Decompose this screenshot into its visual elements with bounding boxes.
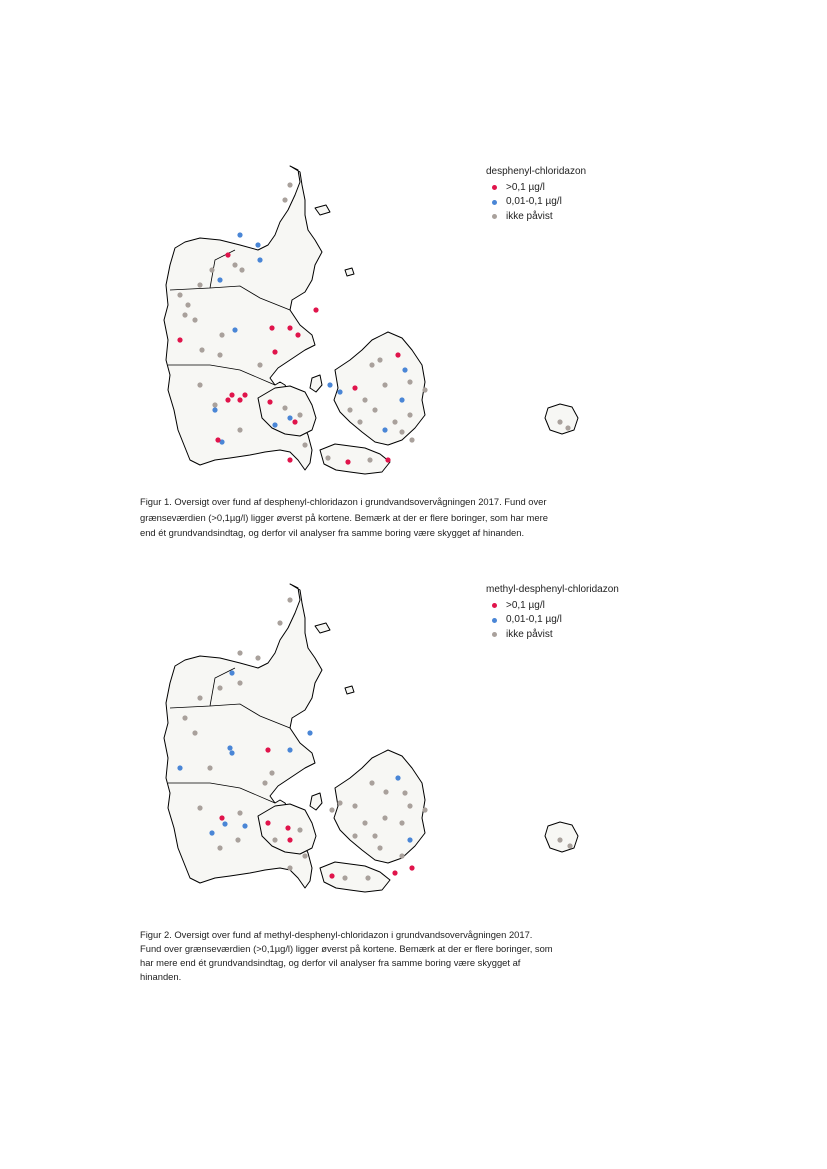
sample-point-none (362, 820, 367, 825)
grey-dot-icon (492, 214, 497, 219)
sample-point-high (229, 392, 234, 397)
caption-line: hinanden. (140, 971, 182, 982)
sample-point-mid (407, 837, 412, 842)
sample-point-none (192, 317, 197, 322)
sample-point-none (282, 197, 287, 202)
sample-point-mid (272, 422, 277, 427)
sample-point-mid (402, 367, 407, 372)
sample-point-mid (242, 823, 247, 828)
legend-item-mid (486, 613, 619, 628)
sample-point-none (407, 803, 412, 808)
sample-point-none (409, 437, 414, 442)
sample-point-none (209, 267, 214, 272)
sample-point-high (215, 437, 220, 442)
blue-dot-icon (492, 200, 497, 205)
figure-2-caption (140, 928, 595, 984)
sample-point-none (239, 267, 244, 272)
zealand (334, 332, 425, 445)
sample-point-none (422, 807, 427, 812)
sample-point-none (297, 827, 302, 832)
sample-point-none (235, 837, 240, 842)
sample-point-none (372, 833, 377, 838)
sample-point-none (407, 379, 412, 384)
sample-point-none (557, 837, 562, 842)
sample-point-mid (382, 427, 387, 432)
legend-label: ikke påvist (506, 628, 553, 640)
sample-point-mid (229, 670, 234, 675)
legend-label: ikke påvist (506, 210, 553, 222)
sample-point-none (257, 362, 262, 367)
sample-point-mid (237, 232, 242, 237)
sample-point-mid (307, 730, 312, 735)
sample-point-high (242, 392, 247, 397)
sample-point-none (325, 455, 330, 460)
sample-point-mid (177, 765, 182, 770)
sample-point-none (337, 800, 342, 805)
sample-point-none (232, 262, 237, 267)
sample-point-none (287, 182, 292, 187)
sample-point-mid (222, 821, 227, 826)
sample-point-none (362, 397, 367, 402)
caption-line: Figur 2. Oversigt over fund af methyl-desphenyl-chloridazon i grundvandsovervågningen 2017. (140, 929, 533, 940)
sample-point-none (282, 405, 287, 410)
sample-point-none (407, 412, 412, 417)
sample-point-none (269, 770, 274, 775)
sample-point-none (212, 402, 217, 407)
sample-point-none (182, 312, 187, 317)
sample-point-mid (327, 382, 332, 387)
sample-point-high (285, 825, 290, 830)
sample-point-high (269, 325, 274, 330)
sample-point-mid (227, 745, 232, 750)
sample-point-mid (287, 747, 292, 752)
sample-point-high (267, 399, 272, 404)
legend-label: >0,1 µg/l (506, 599, 545, 611)
sample-point-high (219, 815, 224, 820)
sample-point-none (352, 833, 357, 838)
sample-point-none (422, 387, 427, 392)
sample-point-none (369, 780, 374, 785)
sample-point-none (237, 427, 242, 432)
sample-point-none (219, 332, 224, 337)
sample-point-none (217, 352, 222, 357)
caption-line: Figur 1. Oversigt over fund af desphenyl-chloridazon i grundvandsovervågningen 2017. Fund over (140, 496, 547, 507)
sample-point-high (287, 457, 292, 462)
sample-point-high (177, 337, 182, 342)
sample-point-mid (287, 415, 292, 420)
red-dot-icon (492, 185, 497, 190)
sample-point-none (217, 845, 222, 850)
sample-point-none (237, 680, 242, 685)
sample-point-mid (212, 407, 217, 412)
sample-point-none (352, 803, 357, 808)
samso (310, 375, 322, 392)
sample-point-none (177, 292, 182, 297)
sample-point-none (182, 715, 187, 720)
sample-point-none (197, 382, 202, 387)
sample-point-none (382, 382, 387, 387)
grey-dot-icon (492, 632, 497, 637)
sample-point-none (185, 302, 190, 307)
sample-point-mid (209, 830, 214, 835)
legend-item-high (486, 599, 619, 614)
laeso (315, 205, 330, 215)
sample-point-high (287, 325, 292, 330)
caption-line: har mere end ét grundvandsindtag, og derfor vil analyser fra samme boring være skygget af (140, 957, 521, 968)
caption-line: grænseværdien (>0,1µg/l) ligger øverst på kortene. Bemærk at der er flere boringer, som har mere (140, 511, 548, 523)
sample-point-none (302, 853, 307, 858)
sample-point-high (313, 307, 318, 312)
sample-point-none (399, 429, 404, 434)
sample-point-mid (395, 775, 400, 780)
sample-point-high (409, 865, 414, 870)
sample-point-high (392, 870, 397, 875)
sample-point-none (207, 765, 212, 770)
blue-dot-icon (492, 618, 497, 623)
sample-point-mid (217, 277, 222, 282)
sample-point-none (347, 407, 352, 412)
sample-point-none (377, 357, 382, 362)
sample-point-none (399, 853, 404, 858)
sample-point-none (567, 843, 572, 848)
sample-point-none (287, 865, 292, 870)
sample-point-high (385, 457, 390, 462)
legend-item-none (486, 210, 586, 225)
sample-point-none (197, 282, 202, 287)
laeso (315, 623, 330, 633)
caption-line: end ét grundvandsindtag, og derfor vil analyser fra samme boring være skygget af hinanden. (140, 527, 525, 538)
sample-point-none (342, 875, 347, 880)
sample-point-none (367, 457, 372, 462)
sample-point-none (237, 810, 242, 815)
sample-point-mid (337, 389, 342, 394)
sample-point-high (329, 873, 334, 878)
sample-point-high (237, 397, 242, 402)
sample-point-high (292, 419, 297, 424)
sample-point-mid (232, 327, 237, 332)
anholt (345, 686, 354, 694)
sample-point-high (265, 747, 270, 752)
sample-point-none (557, 419, 562, 424)
red-dot-icon (492, 603, 497, 608)
sample-point-none (277, 620, 282, 625)
sample-point-high (295, 332, 300, 337)
sample-point-none (197, 695, 202, 700)
lolland-falster (320, 444, 390, 474)
sample-point-none (399, 820, 404, 825)
samso (310, 793, 322, 810)
legend-label: 0,01-0,1 µg/l (506, 196, 562, 207)
anholt (345, 268, 354, 276)
sample-point-none (369, 362, 374, 367)
sample-point-none (262, 780, 267, 785)
sample-point-mid (257, 257, 262, 262)
legend-label: 0,01-0,1 µg/l (506, 614, 562, 625)
sample-point-none (382, 815, 387, 820)
legend-item-none (486, 628, 619, 643)
bornholm (545, 404, 578, 434)
sample-point-mid (255, 242, 260, 247)
sample-point-none (365, 875, 370, 880)
sample-point-none (217, 685, 222, 690)
sample-point-high (225, 252, 230, 257)
sample-point-none (297, 412, 302, 417)
sample-point-mid (399, 397, 404, 402)
figure-1-caption (140, 494, 595, 541)
sample-point-high (395, 352, 400, 357)
sample-point-none (272, 837, 277, 842)
sample-point-none (287, 597, 292, 602)
legend-item-high (486, 181, 586, 196)
sample-point-none (402, 790, 407, 795)
legend-figure-2 (486, 583, 619, 642)
sample-point-none (372, 407, 377, 412)
sample-point-none (392, 419, 397, 424)
caption-line: Fund over grænseværdien (>0,1µg/l) ligger øverst på kortene. Bemærk at der er flere boringer, som (140, 943, 553, 954)
sample-point-high (345, 459, 350, 464)
legend-title: methyl-desphenyl-chloridazon (486, 584, 619, 595)
legend-label: >0,1 µg/l (506, 181, 545, 193)
sample-point-high (272, 349, 277, 354)
sample-point-none (199, 347, 204, 352)
legend-title: desphenyl-chloridazon (486, 166, 587, 177)
sample-point-none (302, 442, 307, 447)
sample-point-none (197, 805, 202, 810)
sample-point-none (192, 730, 197, 735)
sample-point-none (357, 419, 362, 424)
bornholm (545, 822, 578, 852)
sample-point-high (225, 397, 230, 402)
sample-point-none (565, 425, 570, 430)
sample-point-high (265, 820, 270, 825)
sample-point-none (377, 845, 382, 850)
sample-point-none (237, 650, 242, 655)
sample-point-none (255, 655, 260, 660)
sample-point-none (383, 789, 388, 794)
legend-figure-1 (486, 165, 586, 224)
sample-point-high (287, 837, 292, 842)
sample-point-none (329, 807, 334, 812)
legend-item-mid (486, 195, 586, 210)
sample-point-high (352, 385, 357, 390)
sample-point-mid (229, 750, 234, 755)
